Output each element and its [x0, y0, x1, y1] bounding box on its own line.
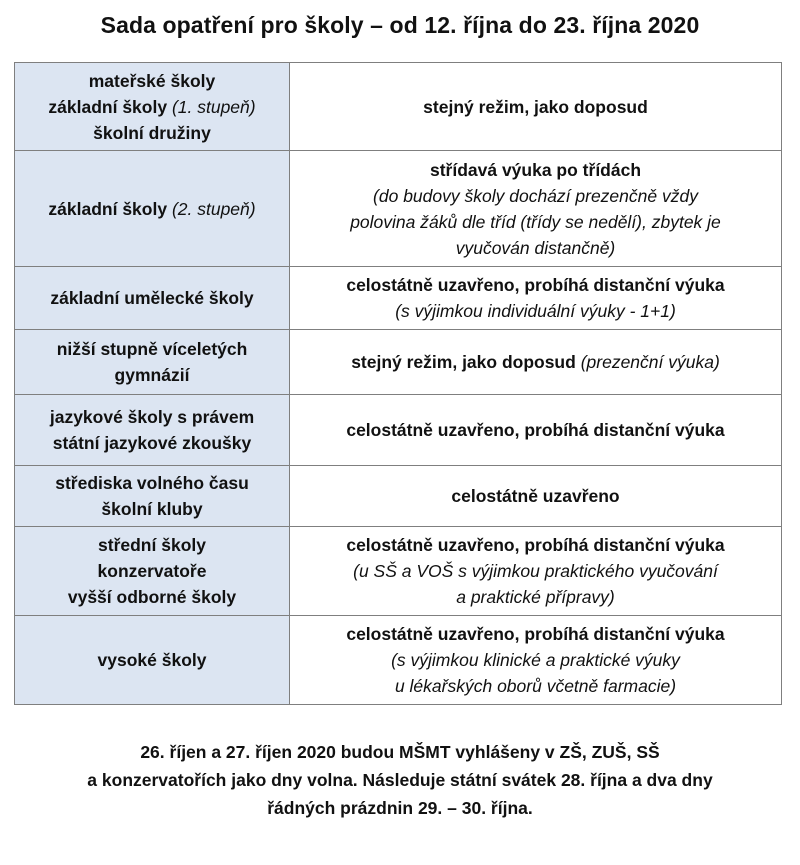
measure-note: (u SŠ a VOŠ s výjimkou praktického vyučování — [353, 561, 718, 581]
measure-cell — [290, 151, 782, 267]
school-type-cell — [15, 151, 290, 267]
measure-note: polovina žáků dle tříd (třídy se nedělí), zbytek je — [350, 211, 721, 232]
measure-main: celostátně uzavřeno, probíhá distanční výuka — [346, 275, 725, 295]
school-type-line: jazykové školy s právem — [49, 407, 255, 427]
measure-note: a praktické přípravy) — [456, 587, 615, 607]
table-row — [15, 527, 782, 616]
table-row — [15, 616, 782, 705]
measure-cell — [290, 466, 782, 527]
school-type-text: základní školy — [48, 198, 172, 219]
measure-main: celostátně uzavřeno, probíhá distanční výuka — [346, 535, 725, 555]
school-type-line: základní umělecké školy — [50, 288, 254, 308]
measure-note: (s výjimkou klinické a praktické výuky — [391, 650, 680, 670]
measure-note: (prezenční výuka) — [580, 352, 720, 372]
measure-main: celostátně uzavřeno, probíhá distanční výuka — [346, 624, 725, 644]
school-type-cell — [15, 616, 290, 705]
measure-cell — [290, 63, 782, 151]
school-type-note: (1. stupeň) — [171, 96, 256, 117]
school-type-cell — [15, 267, 290, 330]
school-type-cell — [15, 527, 290, 616]
school-type-cell — [15, 395, 290, 466]
school-type-note: (2. stupeň) — [171, 198, 256, 219]
measure-main: celostátně uzavřeno — [451, 486, 620, 506]
school-type-line — [21, 196, 283, 222]
measure-cell — [290, 267, 782, 330]
holiday-note-line: a konzervatořích jako dny volna. Následuje státní svátek 28. října a dva dny — [87, 770, 713, 790]
table-row — [15, 151, 782, 267]
school-type-line: střední školy — [98, 535, 206, 555]
table-row — [15, 63, 782, 151]
school-type-line: nižší stupně víceletých — [56, 339, 248, 359]
measure-cell — [290, 527, 782, 616]
school-type-line: mateřské školy — [88, 70, 216, 91]
school-type-cell — [15, 63, 290, 151]
school-type-cell — [15, 466, 290, 527]
school-type-line: střediska volného času — [55, 473, 249, 493]
school-type-text: základní školy — [48, 96, 172, 117]
school-type-line — [21, 94, 283, 120]
measure-note: (do budovy školy dochází prezenčně vždy — [373, 185, 698, 206]
page-title: Sada opatření pro školy – od 12. října do 23. října 2020 — [100, 12, 700, 38]
table-row — [15, 466, 782, 527]
school-type-line: školní družiny — [93, 122, 211, 143]
measure-main: stejný režim, jako doposud — [423, 96, 648, 117]
school-type-cell — [15, 330, 290, 395]
measure-cell — [290, 616, 782, 705]
school-type-line: vyšší odborné školy — [67, 587, 237, 607]
measure-main: střídavá výuka po třídách — [429, 159, 642, 180]
measure-cell — [290, 330, 782, 395]
table-row — [15, 267, 782, 330]
holiday-note-line: řádných prázdnin 29. – 30. října. — [267, 798, 533, 818]
school-type-line: školní kluby — [101, 499, 203, 519]
measure-cell — [290, 395, 782, 466]
holiday-note — [10, 738, 790, 822]
table-row — [15, 330, 782, 395]
school-type-line: gymnázií — [114, 365, 190, 385]
school-type-line: vysoké školy — [97, 650, 207, 670]
holiday-note-line: 26. říjen a 27. říjen 2020 budou MŠMT vyhlášeny v ZŠ, ZUŠ, SŠ — [140, 742, 660, 762]
measures-table — [14, 62, 782, 705]
table-row — [15, 395, 782, 466]
measure-note: vyučován distančně) — [455, 237, 616, 258]
school-type-line: státní jazykové zkoušky — [52, 433, 252, 453]
measure-line — [296, 349, 775, 375]
measure-main: celostátně uzavřeno, probíhá distanční výuka — [346, 420, 725, 440]
school-type-line: konzervatoře — [97, 561, 207, 581]
measure-note: u lékařských oborů včetně farmacie) — [394, 676, 677, 696]
measure-note: (s výjimkou individuální výuky - 1+1) — [395, 301, 676, 321]
measure-main: stejný režim, jako doposud — [351, 352, 576, 372]
